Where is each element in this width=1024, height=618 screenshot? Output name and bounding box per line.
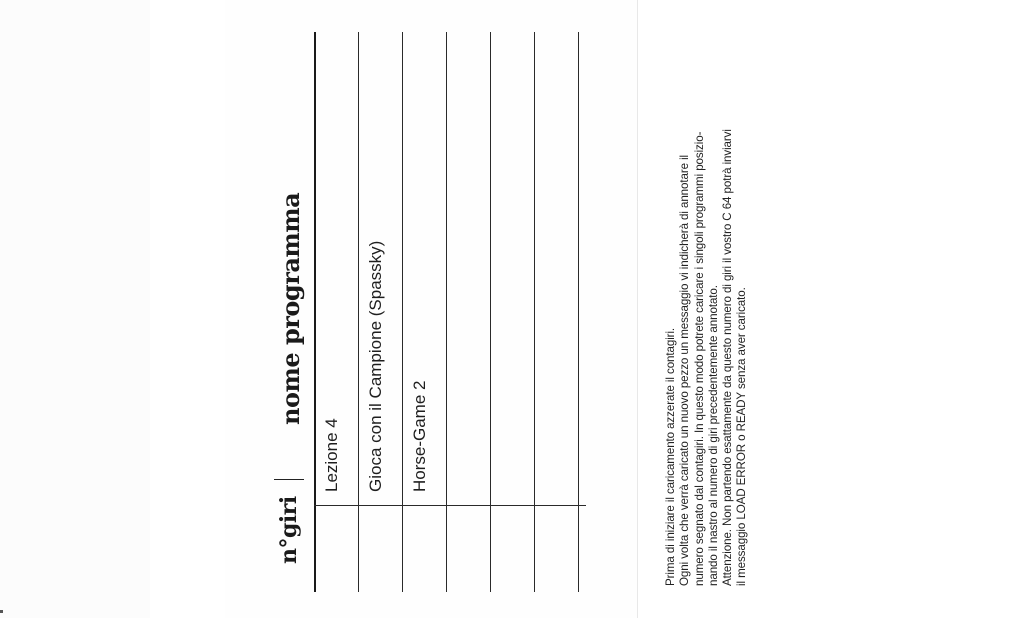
loading-instructions	[664, 46, 774, 586]
table-header	[230, 10, 315, 600]
table-row	[314, 38, 357, 498]
instruction-line: il messaggio LOAD ERROR o READY senza aver caricato.	[735, 287, 749, 586]
row-rule	[578, 32, 579, 592]
header-giri: n°giri	[276, 496, 302, 564]
column-divider	[314, 505, 586, 506]
instruction-line: Attenzione. Non partendo esattamente da questo numero di giri il vostro C 64 potrà inviarvi	[721, 129, 735, 586]
table-row	[358, 38, 401, 498]
program-table	[230, 10, 630, 600]
table-row	[402, 38, 445, 498]
program-name: Lezione 4	[322, 418, 341, 492]
instruction-line: numero segnato dal contagiri. In questo modo potrete caricare i singoli programmi posizio-	[692, 131, 706, 586]
table-row	[446, 38, 489, 498]
instruction-line: Prima di iniziare il caricamento azzerate il contagiri.	[664, 327, 677, 586]
program-name: Horse-Game 2	[410, 380, 429, 492]
table-row	[534, 38, 577, 498]
instruction-line: nando il nastro al numero di giri precedentemente annotato.	[706, 285, 720, 586]
left-page-background	[0, 0, 150, 618]
header-divider	[274, 479, 304, 480]
scan-mark	[0, 610, 3, 613]
table-row	[490, 38, 533, 498]
program-name: Gioca con il Campione (Spassky)	[366, 240, 385, 492]
header-program-name: nome programma	[276, 192, 305, 425]
instruction-line: Ogni volta che verrà caricato un nuovo pezzo un messaggio vi indicherà di annotare il	[678, 154, 692, 586]
